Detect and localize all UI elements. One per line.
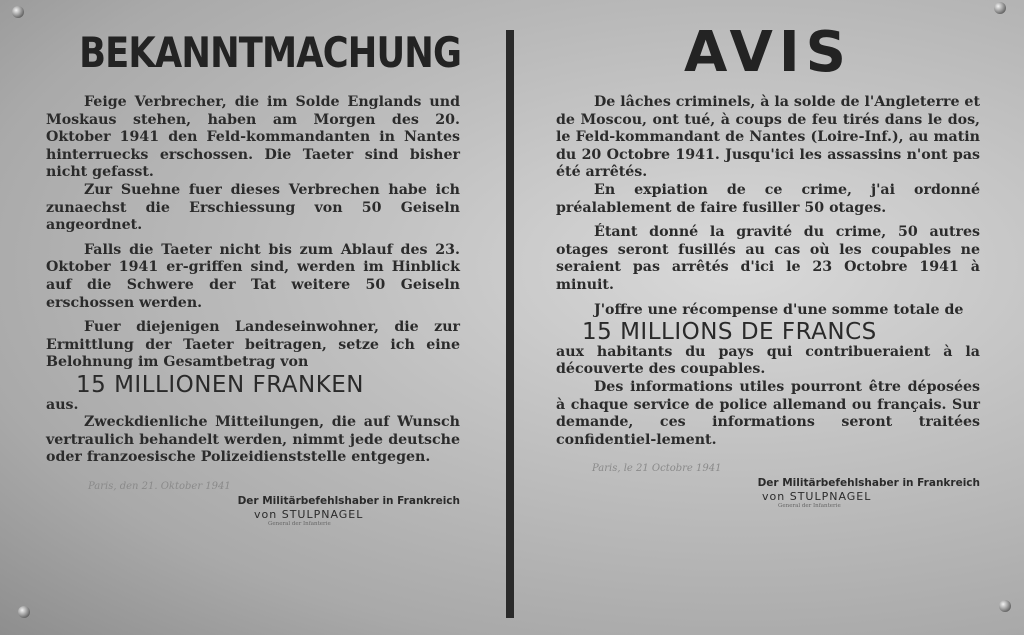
german-amount-suffix: aus. — [46, 396, 79, 413]
pin-top-right-icon — [994, 2, 1006, 14]
german-paragraph-4: Fuer diejenigen Landeseinwohner, die zur Ermittlung der Taeter beitragen, setze ich eine Belohnung im Gesamtbetrag von — [46, 319, 460, 371]
german-paragraph-3: Falls die Taeter nicht bis zum Ablauf des 23. Oktober 1941 er-griffen sind, werden im Hinblick auf die Schwere der Tat weitere 50 Geiseln erschossen werden. — [46, 241, 460, 311]
french-paragraph-6: Des informations utiles pourront être déposées à chaque service de police allemand ou français. Sur demande, ces informations seront traitées confidentiel-lement. — [556, 378, 980, 448]
pin-bottom-right-icon — [999, 600, 1011, 612]
german-reward-amount: 15 MILLIONEN FRANKEN — [76, 371, 365, 398]
german-column — [46, 22, 460, 527]
pin-bottom-left-icon — [18, 606, 30, 618]
french-paragraph-4: J'offre une récompense d'une somme totale de — [594, 301, 964, 318]
german-paragraph-5: Zweckdienliche Mitteilungen, die auf Wunsch vertraulich behandelt werden, nimmt jede deutsche oder franzoesische Polizeidienststelle entgegen. — [46, 414, 460, 466]
french-paragraph-3: Étant donné la gravité du crime, 50 autres otages seront fusillés au cas où les coupables ne seraient pas arrêtés d'ici le 23 Octobre 1941 à minuit. — [556, 224, 980, 293]
french-column — [556, 22, 980, 509]
german-body — [46, 94, 460, 467]
german-date: Paris, den 21. Oktober 1941 — [88, 480, 231, 492]
german-signature: Der Militärbefehlshaber in Frankreich — [237, 494, 460, 507]
french-signatory-rank: General der Infanterie — [778, 503, 841, 510]
german-title: BEKANNTMACHUNG — [79, 28, 462, 77]
french-signatory-name: von STULPNAGEL — [762, 490, 872, 504]
french-reward-amount: 15 MILLIONS DE FRANCS — [582, 319, 877, 346]
pin-top-left-icon — [12, 6, 24, 18]
french-date: Paris, le 21 Octobre 1941 — [592, 463, 722, 475]
french-paragraph-5: aux habitants du pays qui contribueraient à la découverte des coupables. — [556, 343, 980, 378]
french-body — [556, 94, 980, 449]
german-signatory-rank: General der Infanterie — [268, 520, 331, 527]
french-paragraph-2: En expiation de ce crime, j'ai ordonné préalablement de faire fusiller 50 otages. — [556, 181, 980, 216]
french-signature: Der Militärbefehlshaber in Frankreich — [757, 477, 980, 490]
german-paragraph-2: Zur Suehne fuer dieses Verbrechen habe ich zunaechst die Erschiessung von 50 Geiseln angeordnet. — [46, 181, 460, 234]
french-paragraph-1: De lâches criminels, à la solde de l'Angleterre et de Moscou, ont tué, à coups de feu tirés dans le dos, le Feld-kommandant de Nantes (Loire-Inf.), au matin du 20 Octobre 1941. Jusqu'ici les assassins n'ont pas été arrêtés. — [556, 94, 980, 181]
german-paragraph-1: Feige Verbrecher, die im Solde Englands und Moskaus stehen, haben am Morgen des 20. Oktober 1941 den Feld-kommandanten in Nantes hinterruecks erschossen. Die Taeter sind bisher nicht gefasst. — [46, 94, 460, 181]
german-signatory-name: von STULPNAGEL — [254, 507, 364, 521]
french-title: AVIS — [683, 20, 853, 85]
column-divider — [506, 30, 514, 618]
